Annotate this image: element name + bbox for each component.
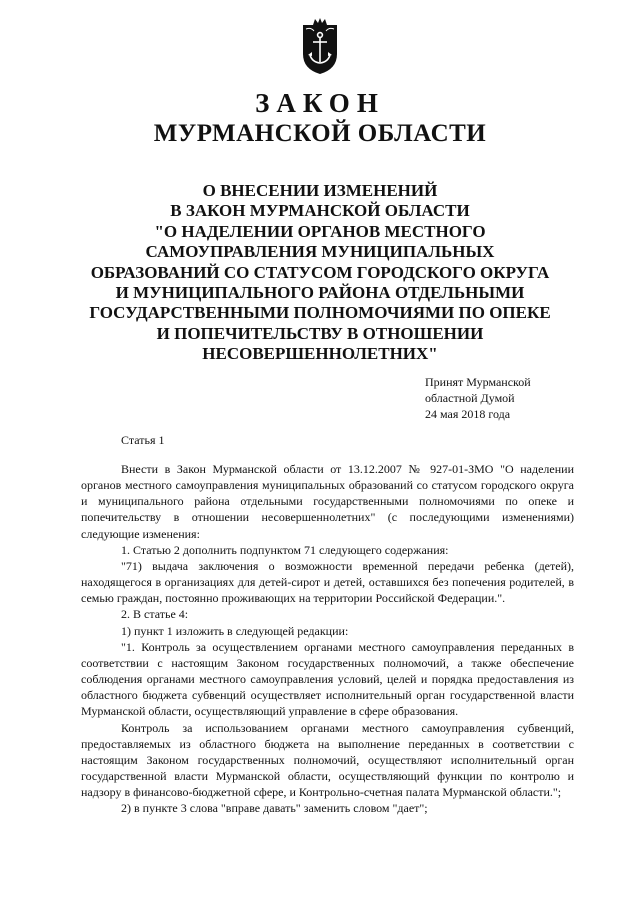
adoption-note: [425, 374, 531, 422]
law-name-line: И МУНИЦИПАЛЬНОГО РАЙОНА ОТДЕЛЬНЫМИ: [115, 283, 525, 303]
law-name-line: О ВНЕСЕНИИ ИЗМЕНЕНИЙ: [202, 181, 438, 200]
paragraph: "71) выдача заключения о возможности временной передачи ребенка (детей), находящегося в организациях для детей-сирот и детей, оставшихся без попечения родителей, в семью граждан, постоянно проживающих на территории Российской Федерации.".: [81, 558, 574, 606]
adoption-date: 24 мая 2018 года: [425, 407, 511, 421]
article-body: [81, 461, 574, 816]
law-name-line: САМОУПРАВЛЕНИЯ МУНИЦИПАЛЬНЫХ: [145, 242, 495, 262]
article-heading: Статья 1: [121, 433, 165, 447]
law-name: [60, 181, 580, 365]
paragraph: "1. Контроль за осуществлением органами местного самоуправления переданных в соответствии с настоящим Законом государственных полномочий, а также обеспечение соблюдения органами местного самоуправления условий, целей и порядка предоставления из областного бюджета субвенций осуществляет исполнительный орган государственной власти Мурманской области, осуществляющий управление в сфере образования.: [81, 639, 574, 719]
law-name-line: ОБРАЗОВАНИЙ СО СТАТУСОМ ГОРОДСКОГО ОКРУГА: [90, 262, 550, 282]
paragraph: 2. В статье 4:: [121, 607, 189, 622]
law-region: МУРМАНСКОЙ ОБЛАСТИ: [153, 120, 487, 147]
murmansk-coat-of-arms-icon: [300, 18, 340, 76]
paragraph: Контроль за использованием органами местного самоуправления субвенций, предоставляемых из областного бюджета на выполнение переданных в соответствии с настоящим Законом государственных полномочий, осуществляют исполнительный орган государственной власти Мурманской области, осуществляющий функции по контролю и надзору в финансово-бюджетной сфере, и Контрольно-счетная палата Мурманской области.";: [81, 720, 574, 800]
law-name-line: ГОСУДАРСТВЕННЫМИ ПОЛНОМОЧИЯМИ ПО ОПЕКЕ: [89, 303, 551, 323]
adoption-line: Принят Мурманской: [425, 375, 531, 389]
paragraph: 2) в пункте 3 слова "вправе давать" заменить словом "дает";: [121, 801, 428, 816]
adoption-line: областной Думой: [425, 391, 515, 405]
law-name-line: В ЗАКОН МУРМАНСКОЙ ОБЛАСТИ: [170, 201, 470, 221]
law-name-line: "О НАДЕЛЕНИИ ОРГАНОВ МЕСТНОГО: [154, 221, 486, 241]
law-name-line: И ПОПЕЧИТЕЛЬСТВУ В ОТНОШЕНИИ: [156, 323, 484, 343]
law-title: ЗАКОН: [255, 88, 385, 118]
law-name-line: НЕСОВЕРШЕННОЛЕТНИХ": [202, 344, 438, 364]
paragraph: 1) пункт 1 изложить в следующей редакции:: [121, 623, 349, 638]
paragraph: Внести в Закон Мурманской области от 13.12.2007 № 927-01-ЗМО "О наделении органов местного самоуправления муниципальных образований со статусом городского округа и муниципального района отдельными государственными полномочиями по опеке и попечительству в отношении несовершеннолетних" (с последующими изменениями) следующие изменения:: [81, 462, 574, 541]
paragraph: 1. Статью 2 дополнить подпунктом 71 следующего содержания:: [121, 542, 449, 557]
